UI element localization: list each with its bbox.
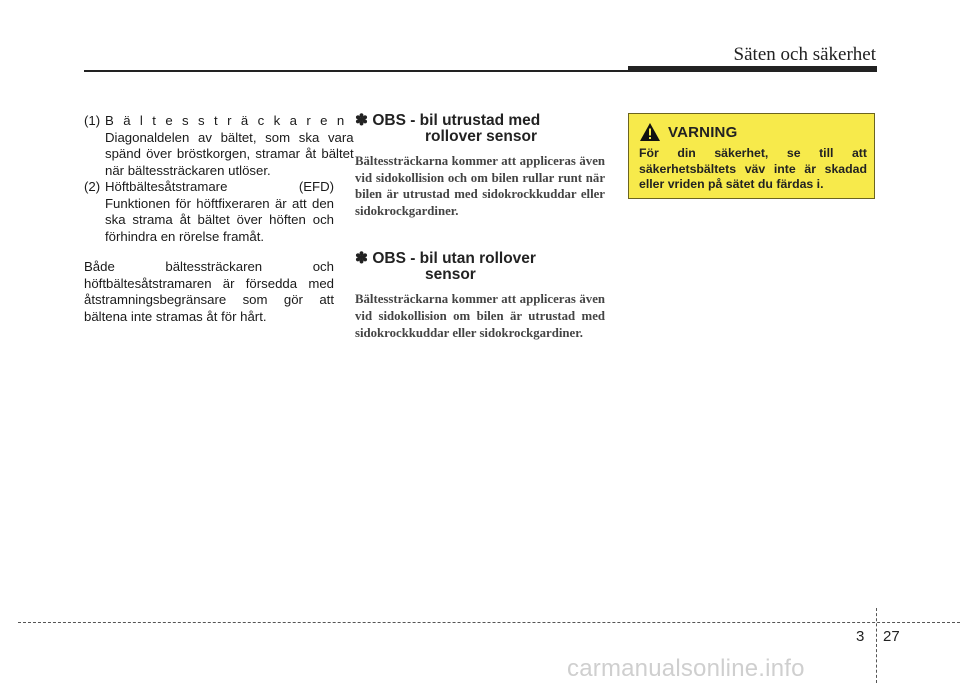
warning-text: För din säkerhet, se till att säkerhetsbältets väv inte är skadad eller vriden på sätet du färdas i. (639, 146, 867, 192)
watermark: carmanualsonline.info (567, 655, 805, 682)
item-heading-left: Höftbältesåtstramare (105, 179, 228, 194)
warning-header (639, 122, 737, 142)
column-middle (355, 113, 605, 341)
obs-heading-line2: sensor (425, 266, 476, 284)
obs-text (355, 153, 605, 219)
column-left (84, 113, 354, 325)
header-rule (84, 70, 630, 72)
list-item-1 (84, 113, 354, 179)
list-item-number: (1) (84, 113, 101, 128)
item-heading-right: (EFD) (298, 179, 334, 194)
item-heading (105, 179, 334, 196)
footer-divider (876, 608, 877, 683)
obs-heading-line2: rollover sensor (425, 128, 537, 145)
warning-title: VARNING (668, 123, 738, 141)
item-text: Funktionen för höftfixeraren är att den ska strama åt bältet över höften och förhindra en rörelse framåt. (105, 195, 334, 244)
item-heading: Bältessträckaren (105, 113, 354, 128)
obs-block-rollover (355, 113, 605, 219)
warning-triangle-icon (639, 122, 661, 142)
obs-text-body: Bältessträckarna kommer att appliceras även vid sidokollision och om bilen rullar runt när bilen är utrustad med sidokrockkuddar eller (355, 154, 605, 202)
obs-text-last: sidokrockgardiner. (355, 203, 459, 218)
footer-rule (18, 622, 960, 623)
paragraph: Både bältessträckaren och höftbältesåtstramaren är försedda med åtstramningsbegränsare som gör att bältena inte stramas åt för hårt. (84, 259, 334, 324)
list-item-number: (2) (84, 179, 101, 194)
asterisk-icon: ✽ (355, 250, 368, 268)
page-number: 27 (883, 628, 900, 645)
obs-heading (355, 251, 605, 283)
obs-heading-line1: OBS - bil utan rollover (372, 250, 536, 268)
asterisk-icon: ✽ (355, 112, 368, 129)
item-text: Diagonaldelen av bältet, som ska vara spänd över bröstkorgen, stramar åt bältet när bältessträckaren utlöser. (105, 129, 354, 178)
list-item-2 (84, 179, 334, 245)
obs-block-no-rollover (355, 251, 605, 341)
obs-heading-line1: OBS - bil utrustad med (372, 112, 541, 129)
header-rule-accent (628, 66, 877, 72)
section-number: 3 (856, 628, 865, 645)
warning-box (628, 113, 875, 199)
obs-text: Bältessträckarna kommer att appliceras även vid sidokollision om bilen är utrustad med sidokrockkuddar eller sidokrockgardiner. (355, 292, 605, 340)
page-header-title: Säten och säkerhet (733, 44, 876, 65)
obs-heading (355, 113, 605, 145)
